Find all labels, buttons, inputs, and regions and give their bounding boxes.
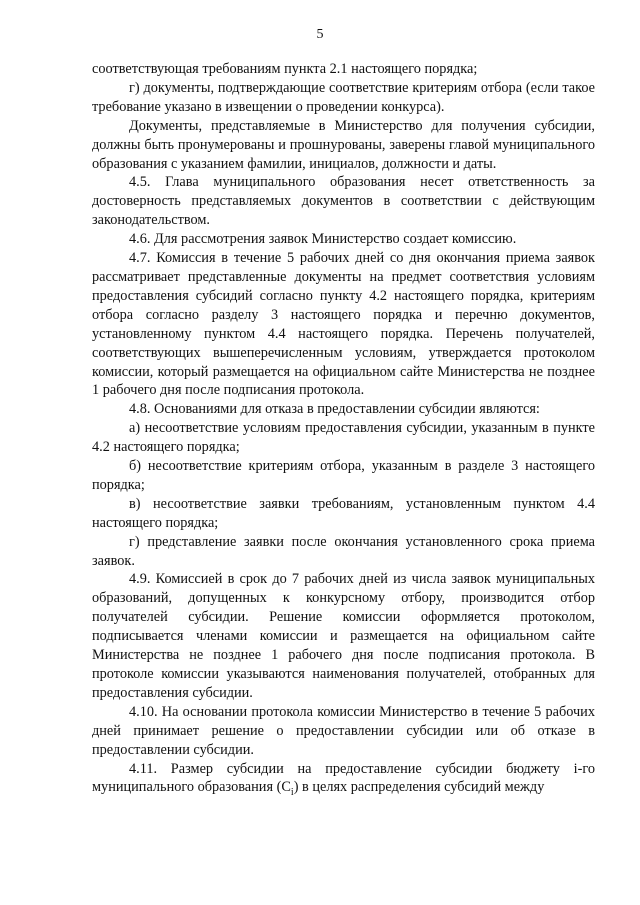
paragraph-4-11 xyxy=(92,760,595,798)
paragraph-4-8-a: а) несоответствие условиям предоставления субсидии, указанным в пункте 4.2 настоящего порядка; xyxy=(92,420,595,456)
paragraph-4-6: 4.6. Для рассмотрения заявок Министерство создает комиссию. xyxy=(129,231,517,248)
paragraph-4-8-b: б) несоответствие критериям отбора, указанным в разделе 3 настоящего порядка; xyxy=(92,458,595,493)
paragraph-documents: Документы, представляемые в Министерство для получения субсидии, должны быть пронумерованы и прошнурованы, заверены главой муниципального образования с указанием фамилии, инициалов, должности и даты. xyxy=(92,117,595,172)
paragraph-item-g: г) документы, подтверждающие соответствие критериям отбора (если такое требование указано в извещении о проведении конкурса). xyxy=(92,79,595,115)
paragraph-continuation: соответствующая требованиям пункта 2.1 настоящего порядка; xyxy=(92,61,478,77)
paragraph-4-8-g: г) представление заявки после окончания установленного срока приема заявок. xyxy=(92,533,595,569)
page-number: 5 xyxy=(316,27,324,42)
paragraph-4-5: 4.5. Глава муниципального образования несет ответственность за достоверность представляемых документов в соответствии с действующим законодательством. xyxy=(92,174,595,229)
paragraph-4-8: 4.8. Основаниями для отказа в предоставлении субсидии являются: xyxy=(129,401,540,418)
paragraph-4-8-v: в) несоответствие заявки требованиям, установленным пунктом 4.4 настоящего порядка; xyxy=(92,495,595,531)
paragraph-4-11-text-end: ) в целях распределения субсидий между xyxy=(293,779,545,796)
paragraph-4-11-text: 4.11. Размер субсидии на предоставление субсидии бюджету i-го муниципального образования (С xyxy=(92,760,595,796)
document-body xyxy=(92,60,595,797)
paragraph-4-7: 4.7. Комиссия в течение 5 рабочих дней со дня окончания приема заявок рассматривает представленные документы на предмет соответствия условиям предоставления субсидий согласно пункту 4.2 настоящего порядка, критериям отбора согласно разделу 3 настоящего порядка и перечню документов, установленному пунктом 4.4 настоящего порядка. Перечень получателей, соответствующих вышеперечисленным условиям, утверждается протоколом комиссии, который размещается на официальном сайте Министерства не позднее 1 рабочего дня после подписания протокола. xyxy=(92,250,595,399)
paragraph-4-11-subscript: i xyxy=(290,787,294,799)
paragraph-4-10: 4.10. На основании протокола комиссии Министерство в течение 5 рабочих дней принимает решение о предоставлении субсидии или об отказе в предоставлении субсидии. xyxy=(92,703,595,758)
paragraph-4-9: 4.9. Комиссией в срок до 7 рабочих дней из числа заявок муниципальных образований, допущенных к конкурсному отбору, производится отбор получателей субсидии. Решение комиссии оформляется протоколом, подписывается членами комиссии и размещается на официальном сайте Министерства не позднее 1 рабочего дня после подписания протокола. В протоколе комиссии указываются наименования получателей, отобранных для предоставления субсидии. xyxy=(92,571,595,701)
